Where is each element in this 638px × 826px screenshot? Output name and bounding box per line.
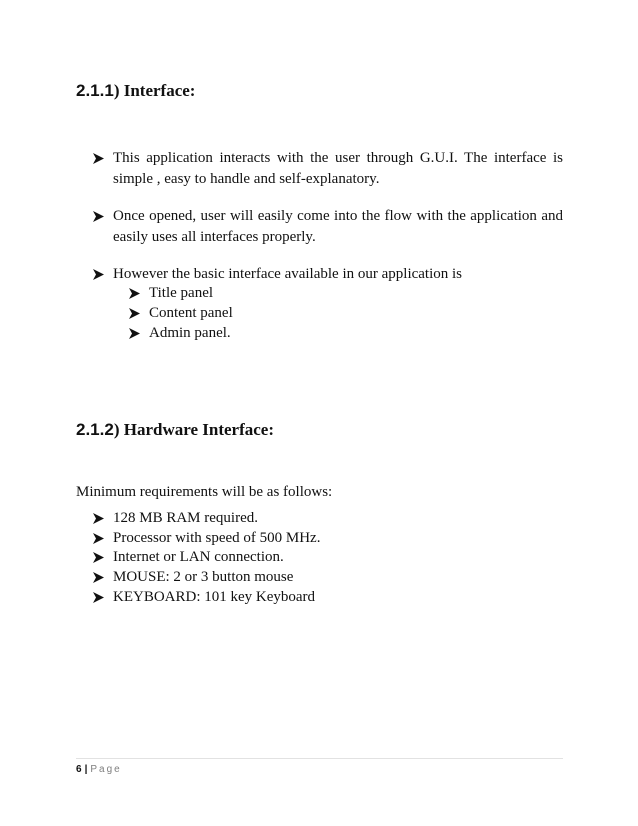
requirements-intro: Minimum requirements will be as follows: bbox=[76, 484, 333, 500]
list-item bbox=[93, 264, 563, 285]
section-title: ) Hardware Interface: bbox=[113, 420, 274, 439]
page-label: Page bbox=[90, 764, 122, 775]
page-footer bbox=[76, 758, 563, 777]
arrowhead-bullet-icon bbox=[93, 148, 105, 169]
list-item-text: Once opened, user will easily come into the flow with the application and easily uses all interfaces properly. bbox=[113, 208, 563, 245]
requirement-item bbox=[93, 587, 563, 608]
section-title: ) Interface: bbox=[113, 81, 196, 100]
list-item-text: This application interacts with the user through G.U.I. The interface is simple , easy to handle and self-explanatory. bbox=[113, 150, 563, 187]
requirement-text: Processor with speed of 500 MHz. bbox=[113, 530, 321, 546]
list-item bbox=[93, 206, 563, 248]
requirement-item bbox=[93, 567, 563, 588]
arrowhead-bullet-icon bbox=[129, 303, 141, 324]
arrowhead-bullet-icon bbox=[93, 528, 105, 549]
arrowhead-bullet-icon bbox=[93, 547, 105, 568]
sub-list-item-text: Content panel bbox=[149, 305, 233, 321]
arrowhead-bullet-icon bbox=[93, 206, 105, 227]
arrowhead-bullet-icon bbox=[93, 264, 105, 285]
sub-list-item bbox=[129, 323, 329, 344]
section-number: 2.1.2 bbox=[76, 420, 114, 439]
sub-list-item-text: Title panel bbox=[149, 285, 214, 301]
requirement-text: MOUSE: 2 or 3 button mouse bbox=[113, 569, 294, 585]
list-item bbox=[93, 148, 563, 190]
requirement-text: Internet or LAN connection. bbox=[113, 549, 284, 565]
requirement-item bbox=[93, 528, 563, 549]
requirement-text: 128 MB RAM required. bbox=[113, 510, 258, 526]
footer-separator: | bbox=[84, 764, 88, 775]
sub-list-item-text: Admin panel. bbox=[149, 325, 231, 341]
arrowhead-bullet-icon bbox=[93, 567, 105, 588]
page-number: 6 bbox=[76, 764, 82, 775]
arrowhead-bullet-icon bbox=[93, 587, 105, 608]
list-item-text: However the basic interface available in our application is bbox=[113, 266, 463, 282]
arrowhead-bullet-icon bbox=[93, 508, 105, 529]
sub-list-item bbox=[129, 283, 329, 304]
requirement-item bbox=[93, 547, 563, 568]
section-heading-interface bbox=[76, 80, 195, 102]
arrowhead-bullet-icon bbox=[129, 283, 141, 304]
section-number: 2.1.1 bbox=[76, 81, 114, 100]
requirement-text: KEYBOARD: 101 key Keyboard bbox=[113, 589, 316, 605]
section-heading-hardware-interface bbox=[76, 419, 274, 441]
sub-list-item bbox=[129, 303, 329, 324]
requirement-item bbox=[93, 508, 563, 529]
arrowhead-bullet-icon bbox=[129, 323, 141, 344]
